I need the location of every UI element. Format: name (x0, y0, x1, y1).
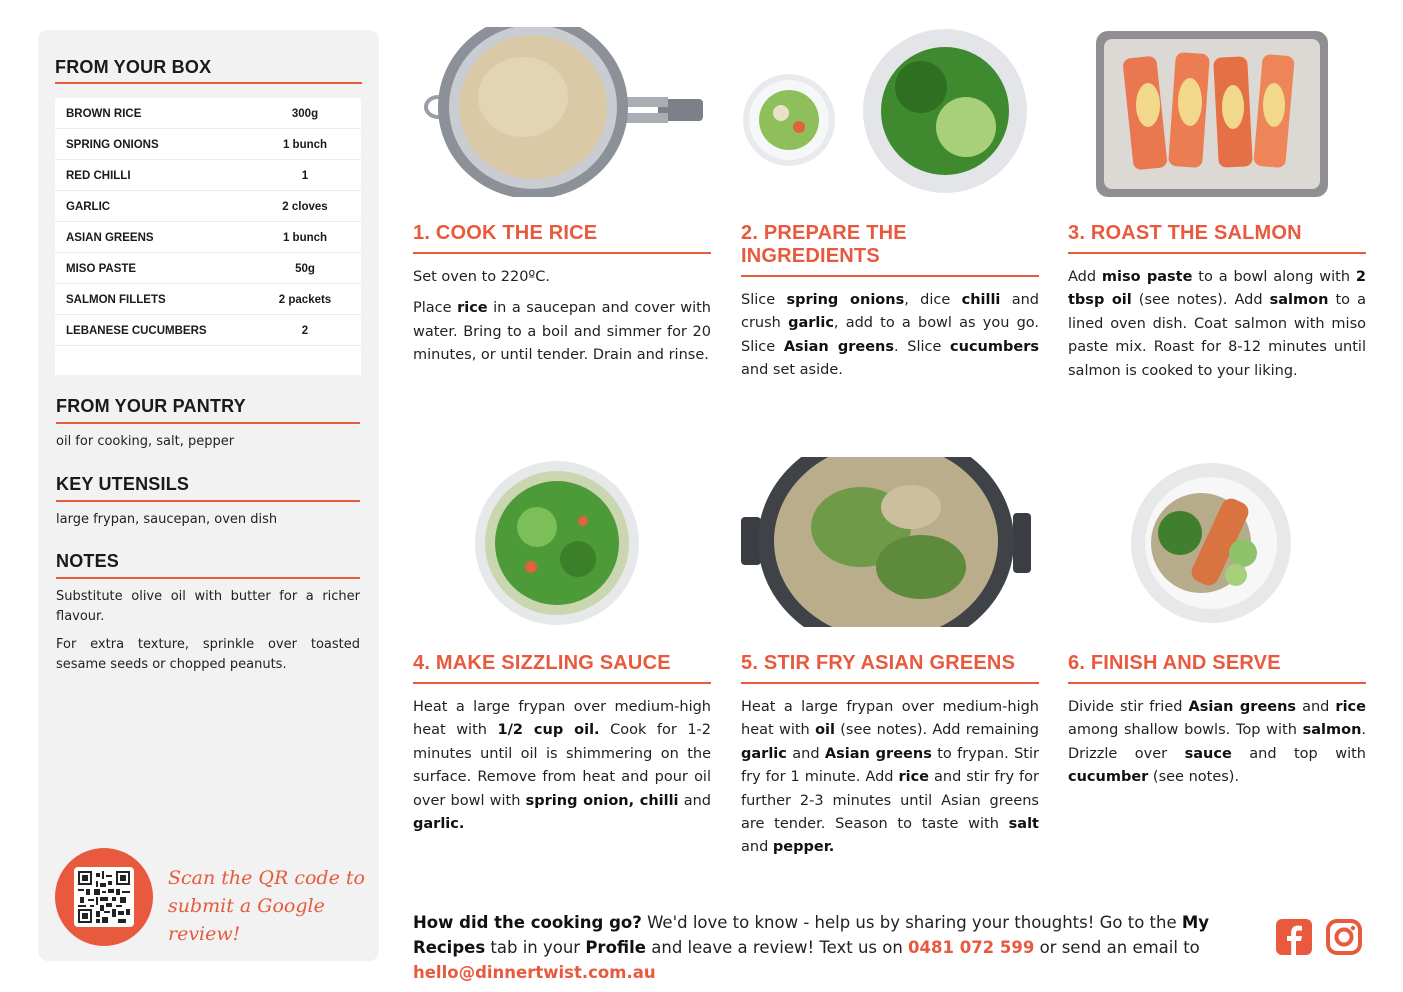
text: . Drizzle over (1068, 722, 1366, 762)
ingredient-name: BROWN RICE (66, 108, 142, 120)
step-paragraph (413, 696, 711, 836)
step-2-photo (741, 27, 1039, 197)
ingredient-name: GARLIC (66, 201, 111, 213)
divider (55, 82, 362, 84)
text: and top with (1231, 745, 1366, 762)
step-5 (741, 457, 1039, 860)
phone-link[interactable]: 0481 072 599 (908, 938, 1035, 957)
instagram-link[interactable] (1325, 918, 1363, 956)
text: to a bowl along with (1192, 269, 1356, 285)
my-recipes-link[interactable]: My Recipes (413, 913, 1210, 957)
pantry-text: oil for cooking, salt, pepper (56, 434, 235, 449)
email-link[interactable]: hello@dinnertwist.com.au (413, 963, 656, 982)
bold-text: spring onion, chilli (525, 792, 679, 809)
bold-text: Asian greens (1188, 699, 1297, 715)
bold-text: spring onions (786, 292, 905, 308)
text: Slice (741, 292, 787, 308)
ingredient-name: SPRING ONIONS (66, 139, 159, 151)
bold-text: garlic (741, 745, 787, 762)
step-title: 5. STIR FRY ASIAN GREENS (741, 652, 1016, 674)
step-title: 1. COOK THE RICE (413, 222, 598, 244)
ingredient-row (55, 160, 361, 191)
ingredient-name: ASIAN GREENS (66, 232, 154, 244)
text: and (678, 792, 711, 809)
step-text (413, 266, 711, 368)
text: Place (413, 300, 458, 317)
ingredient-qty: 2 cloves (282, 201, 328, 213)
step-1 (413, 27, 711, 368)
ingredient-name: SALMON FILLETS (66, 294, 166, 306)
bold-text: oil (815, 722, 835, 739)
step-paragraph (741, 696, 1039, 860)
text: We'd love to know - help us by sharing your thoughts! Go to the (641, 913, 1182, 932)
text: (see notes). Add remaining (834, 722, 1040, 739)
qr-prompt-line: Scan the QR code to (168, 867, 365, 889)
bold-text: cucumbers (950, 338, 1039, 355)
qr-code-icon (78, 871, 130, 923)
bold-text: cucumber (1068, 769, 1149, 786)
ingredient-qty: 1 bunch (282, 232, 328, 244)
step-text (1068, 266, 1366, 383)
step-1-photo (413, 27, 711, 197)
text: and (1296, 699, 1336, 715)
feedback-question: How did the cooking go? (413, 913, 642, 932)
ingredient-row (55, 191, 361, 222)
ingredient-name: RED CHILLI (66, 170, 131, 182)
text: among shallow bowls. Top with (1068, 722, 1303, 739)
step-title: 4. MAKE SIZZLING SAUCE (413, 652, 671, 674)
ingredient-qty: 2 packets (278, 294, 332, 306)
served-plate-icon (1068, 457, 1366, 627)
divider (56, 500, 360, 502)
bold-text: garlic. (413, 816, 465, 833)
step-paragraph (741, 289, 1039, 383)
qr-prompt-line: submit a Google review! (168, 895, 325, 945)
ingredient-row (55, 253, 361, 284)
pantry-section (56, 396, 360, 452)
step-4 (413, 457, 711, 836)
qr-prompt (168, 864, 368, 948)
text: to a lined oven dish. Coat salmon with miso paste mix. Roast for 8-12 minutes until salmon is cooked to your liking. (1068, 292, 1366, 379)
instagram-icon (1325, 918, 1363, 956)
facebook-icon (1275, 918, 1313, 956)
text: and leave a review! Text us on (646, 938, 909, 957)
divider (741, 682, 1039, 684)
bold-text: rice (898, 769, 930, 786)
step-text (413, 696, 711, 836)
step-title: 6. FINISH AND SERVE (1068, 652, 1281, 674)
divider (56, 422, 360, 424)
rice-in-sieve-icon (413, 27, 711, 197)
ingredients-table (55, 98, 361, 375)
divider (1068, 682, 1366, 684)
step-2 (741, 27, 1039, 383)
ingredient-qty: 2 (301, 325, 309, 337)
bold-text: pepper. (772, 839, 835, 856)
bold-text: rice (1335, 699, 1366, 715)
ingredient-name: MISO PASTE (66, 263, 137, 275)
ingredient-row (55, 315, 361, 346)
sizzling-sauce-bowl-icon (413, 457, 711, 627)
ingredient-row (55, 222, 361, 253)
utensils-section (56, 474, 360, 530)
text: Cook for 1-2 minutes until oil is shimmering on the surface. Remove from heat and pour oil over bowl with (413, 722, 712, 809)
text: Heat a large frypan over medium-high heat with (413, 699, 711, 739)
text: Heat a large frypan over medium-high heat with (741, 699, 1039, 739)
text: (see notes). Add (1131, 292, 1270, 309)
ingredient-row (55, 284, 361, 315)
step-text (741, 696, 1039, 860)
bold-text: garlic (788, 315, 834, 332)
step-3 (1068, 27, 1366, 383)
notes-title: NOTES (56, 551, 120, 571)
step-6 (1068, 457, 1366, 790)
divider (413, 682, 711, 684)
utensils-text: large frypan, saucepan, oven dish (56, 512, 278, 527)
text: and stir fry for further 2-3 minutes until Asian greens are tender. Season to taste with (741, 769, 1039, 833)
step-title: 2. PREPARE THE INGREDIENTS (741, 222, 907, 267)
chopped-vegetables-icon (741, 27, 1039, 197)
divider (413, 252, 711, 254)
facebook-link[interactable] (1275, 918, 1313, 956)
bold-text: chilli (961, 292, 1001, 308)
step-text (741, 289, 1039, 383)
profile-link[interactable]: Profile (585, 938, 646, 957)
sidebar (38, 30, 379, 961)
ingredient-name: LEBANESE CUCUMBERS (66, 325, 207, 337)
divider (56, 577, 360, 579)
text: to frypan. Stir fry for 1 minute. Add (741, 745, 1039, 786)
ingredient-qty: 1 bunch (282, 139, 328, 151)
text: Set oven to 220ºC. (413, 269, 550, 285)
step-paragraph (413, 266, 711, 289)
step-paragraph (1068, 266, 1366, 383)
utensils-title: KEY UTENSILS (56, 474, 190, 494)
step-6-photo (1068, 457, 1366, 627)
bold-text: miso paste (1101, 269, 1193, 285)
ingredient-qty: 50g (295, 263, 315, 275)
bold-text: Asian greens (824, 745, 932, 762)
step-4-photo (413, 457, 711, 627)
text: Add (1068, 269, 1102, 285)
ingredient-qty: 1 (301, 170, 309, 182)
ingredient-row (55, 98, 361, 129)
bold-text: salmon (1269, 292, 1329, 309)
notes-section (56, 551, 360, 675)
bold-text: rice (457, 300, 488, 317)
text: and (786, 745, 825, 762)
bold-text: salmon (1302, 722, 1362, 739)
text: , add to a bowl as you go. Slice (741, 315, 1039, 355)
bold-text: Asian greens (783, 338, 894, 355)
text: in a saucepan and cover with water. Bring to a boil and simmer for 20 minutes, or until tender. Drain and rinse. (413, 300, 711, 364)
text: . Slice (893, 338, 951, 355)
bold-text: 2 tbsp oil (1068, 269, 1366, 309)
text: Divide stir fried (1068, 699, 1189, 715)
divider (1068, 252, 1366, 254)
bold-text: 1/2 cup oil. (497, 722, 600, 739)
step-5-photo (741, 457, 1039, 627)
pantry-title: FROM YOUR PANTRY (56, 396, 246, 416)
text: and set aside. (741, 362, 843, 379)
note-item: For extra texture, sprinkle over toasted sesame seeds or chopped peanuts. (56, 637, 360, 672)
salmon-tray-icon (1068, 27, 1366, 197)
step-paragraph (413, 297, 711, 367)
text: and (741, 839, 773, 856)
bold-text: sauce (1184, 745, 1232, 762)
ingredient-row (55, 129, 361, 160)
text: tab in your (485, 938, 586, 957)
qr-code[interactable] (74, 867, 134, 927)
from-your-box-title: FROM YOUR BOX (55, 57, 212, 77)
text: , dice (904, 292, 962, 308)
step-paragraph (1068, 696, 1366, 790)
note-item: Substitute olive oil with butter for a richer flavour. (56, 589, 360, 624)
stir-fry-pan-icon (741, 457, 1039, 627)
text: and crush (741, 292, 1039, 332)
text: or send an email to (1034, 938, 1200, 957)
bold-text: salt (1008, 816, 1039, 833)
ingredient-qty: 300g (291, 108, 319, 120)
step-text (1068, 696, 1366, 790)
footer-feedback (413, 910, 1263, 985)
divider (741, 275, 1039, 277)
step-title: 3. ROAST THE SALMON (1068, 222, 1302, 244)
qr-badge[interactable] (55, 848, 153, 946)
text: (see notes). (1148, 769, 1240, 786)
step-3-photo (1068, 27, 1366, 197)
